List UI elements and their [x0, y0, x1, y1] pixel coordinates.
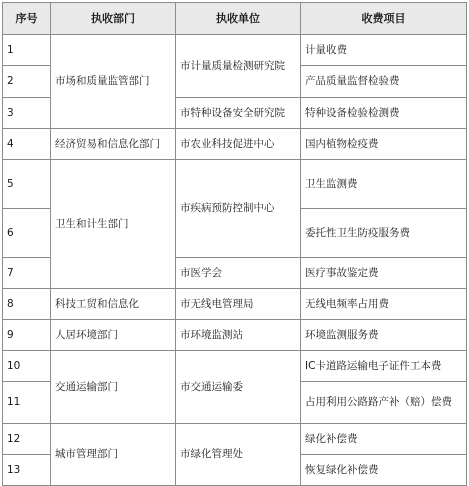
dept-cell: 城市管理部门 [51, 424, 176, 486]
row-number: 1 [3, 35, 51, 66]
unit-cell: 市无线电管理局 [176, 289, 301, 320]
fee-table [2, 2, 467, 486]
unit-cell: 市农业科技促进中心 [176, 129, 301, 160]
fee-cell: 国内植物检疫费 [301, 129, 467, 160]
fee-cell: 产品质量监督检验费 [301, 66, 467, 98]
fee-cell: 委托性卫生防疫服务费 [301, 209, 467, 258]
fee-cell: 绿化补偿费 [301, 424, 467, 455]
row-number: 6 [3, 209, 51, 258]
dept-cell: 市场和质量监管部门 [51, 35, 176, 129]
fee-cell: 特种设备检验检测费 [301, 98, 467, 129]
row-number: 4 [3, 129, 51, 160]
unit-cell: 市环境监测站 [176, 320, 301, 351]
fee-cell: 环境监测服务费 [301, 320, 467, 351]
row-number: 3 [3, 98, 51, 129]
fee-cell: 卫生监测费 [301, 160, 467, 209]
row-number: 5 [3, 160, 51, 209]
header-dept: 执收部门 [51, 3, 176, 35]
table-row [3, 351, 467, 382]
fee-cell: 无线电频率占用费 [301, 289, 467, 320]
row-number: 10 [3, 351, 51, 382]
dept-cell: 人居环境部门 [51, 320, 176, 351]
dept-cell: 交通运输部门 [51, 351, 176, 424]
table-header [3, 3, 467, 35]
dept-cell: 科技工贸和信息化 [51, 289, 176, 320]
table-body [3, 35, 467, 486]
dept-cell: 经济贸易和信息化部门 [51, 129, 176, 160]
row-number: 2 [3, 66, 51, 98]
unit-cell: 市交通运输委 [176, 351, 301, 424]
header-fee: 收费项目 [301, 3, 467, 35]
header-no: 序号 [3, 3, 51, 35]
fee-cell: 占用利用公路路产补（赔）偿费 [301, 382, 467, 424]
table-row [3, 160, 467, 209]
unit-cell: 市计量质量检测研究院 [176, 35, 301, 98]
header-row [3, 3, 467, 35]
fee-cell: IC卡道路运输电子证件工本费 [301, 351, 467, 382]
table-row [3, 320, 467, 351]
fee-cell: 医疗事故鉴定费 [301, 258, 467, 289]
row-number: 13 [3, 455, 51, 486]
table-row [3, 129, 467, 160]
unit-cell: 市疾病预防控制中心 [176, 160, 301, 258]
unit-cell: 市医学会 [176, 258, 301, 289]
header-unit: 执收单位 [176, 3, 301, 35]
table-row [3, 424, 467, 455]
fee-cell: 恢复绿化补偿费 [301, 455, 467, 486]
table-row [3, 35, 467, 66]
dept-cell: 卫生和计生部门 [51, 160, 176, 289]
row-number: 12 [3, 424, 51, 455]
unit-cell: 市绿化管理处 [176, 424, 301, 486]
row-number: 11 [3, 382, 51, 424]
row-number: 8 [3, 289, 51, 320]
unit-cell: 市特种设备安全研究院 [176, 98, 301, 129]
table-row [3, 289, 467, 320]
row-number: 7 [3, 258, 51, 289]
fee-cell: 计量收费 [301, 35, 467, 66]
row-number: 9 [3, 320, 51, 351]
